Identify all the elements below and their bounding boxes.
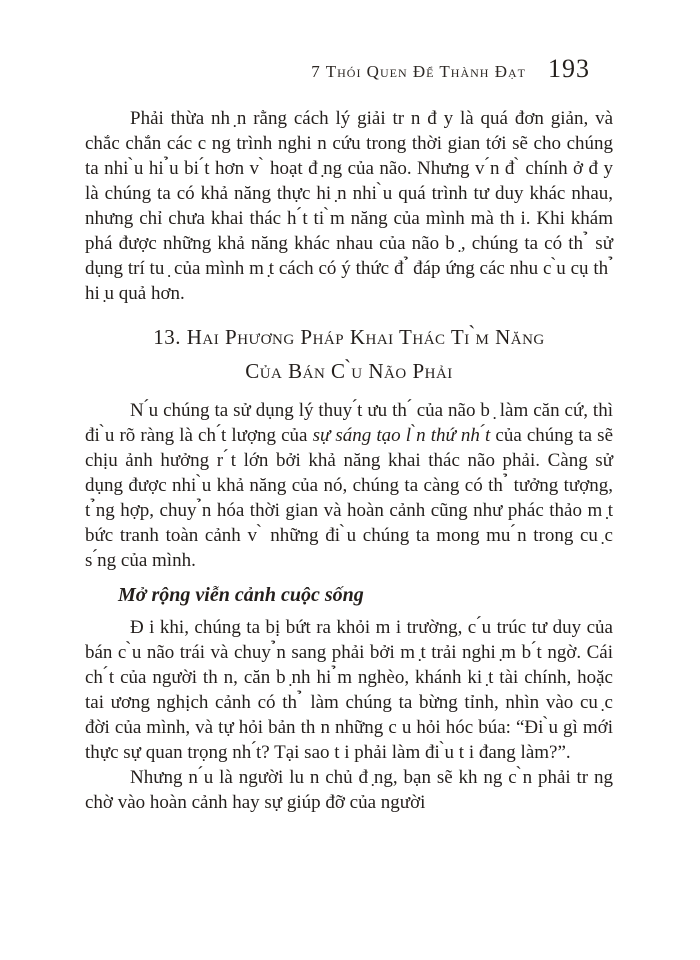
paragraph <box>85 765 613 815</box>
text-run: Nhưng n ́u là người lu n chủ đ ̣ng, bạn sẽ kh ng c ̀n phải tr ng chờ vào hoàn cảnh hay sự giúp đỡ của người <box>85 767 613 813</box>
page-number: 193 <box>548 54 590 83</box>
section-heading-line: Của Bán C ̀u Não Phải <box>245 359 453 383</box>
text-run: Đ i khi, chúng ta bị bứt ra khỏi m i trường, c ́u trúc tư duy của bán c ̀u não trái và chuy ̉n sang phải bởi m ̣t trải nghi ̣m b ́t ngờ. Cái ch ́t của người th n, căn b ̣nh hi ̉m nghèo, khánh ki ̣t tài chính, hoặc tai ương nghịch cảnh có th ̉ làm chúng ta bừng tỉnh, nhìn vào cu ̣c đời của mình, và tự hỏi bản th n những c u hỏi hóc búa: “Đi ̀u gì mới thực sự quan trọng nh ́t? Tại sao t i phải làm đi ̀u t i đang làm?”. <box>85 617 613 763</box>
running-title: 7 Thói Quen Để Thành Đạt <box>311 62 526 81</box>
italic-run: sự sáng tạo l ̀n thứ nh ́t <box>312 425 491 446</box>
running-header <box>85 54 590 84</box>
text-run: Phải thừa nh ̣n rằng cách lý giải tr n đ y là quá đơn giản, và chắc chắn các c ng trình nghi n cứu trong thời gian tới sẽ cho chúng ta nhi ̀u hi ̉u bi ́t hơn v ̀ hoạt đ ̣ng của não. Nhưng v ́n đ ̀ chính ở đ y là chúng ta có khả năng thực hi ̣n nhi ̀u quá trình tư duy khác nhau, nhưng chỉ chưa khai thác h ́t ti ̀m năng của mình mà th i. Khi khám phá được những khả năng khác nhau của não b ̣, chúng ta có th ̉ sử dụng trí tu ̣ của mình m ̣t cách có ý thức đ ̉ đáp ứng các nhu c ̀u cụ th ̉ hi ̣u quả hơn. <box>85 108 613 304</box>
paragraph <box>85 398 613 573</box>
text-run: N ́u chúng ta sử dụng lý thuy ́t ưu th ́ của não b ̣ làm căn cứ, thì đi ̀u rõ ràng là ch ́t lượng của <box>85 400 613 446</box>
text-run: của chúng ta sẽ chịu ảnh hưởng r ́t lớn bởi khả năng khai thác não phải. Càng sử dụng được nhi ̀u khả năng của nó, chúng ta càng có th ̉ tưởng tượng, t ̉ng hợp, chuy ̉n hóa thời gian và hoàn cảnh cũng như phác thảo m ̣t bức tranh toàn cảnh v ̀ những đi ̀u chúng ta mong mu ́n trong cu ̣c s ́ng của mình. <box>85 425 613 571</box>
page-body <box>85 106 613 815</box>
section-heading-line: 13. Hai Phương Pháp Khai Thác Ti ̀m Năng <box>153 325 545 349</box>
paragraph <box>85 615 613 765</box>
paragraph <box>85 106 613 306</box>
section-heading <box>85 320 613 388</box>
sub-heading: Mở rộng viễn cảnh cuộc sống <box>118 584 364 606</box>
